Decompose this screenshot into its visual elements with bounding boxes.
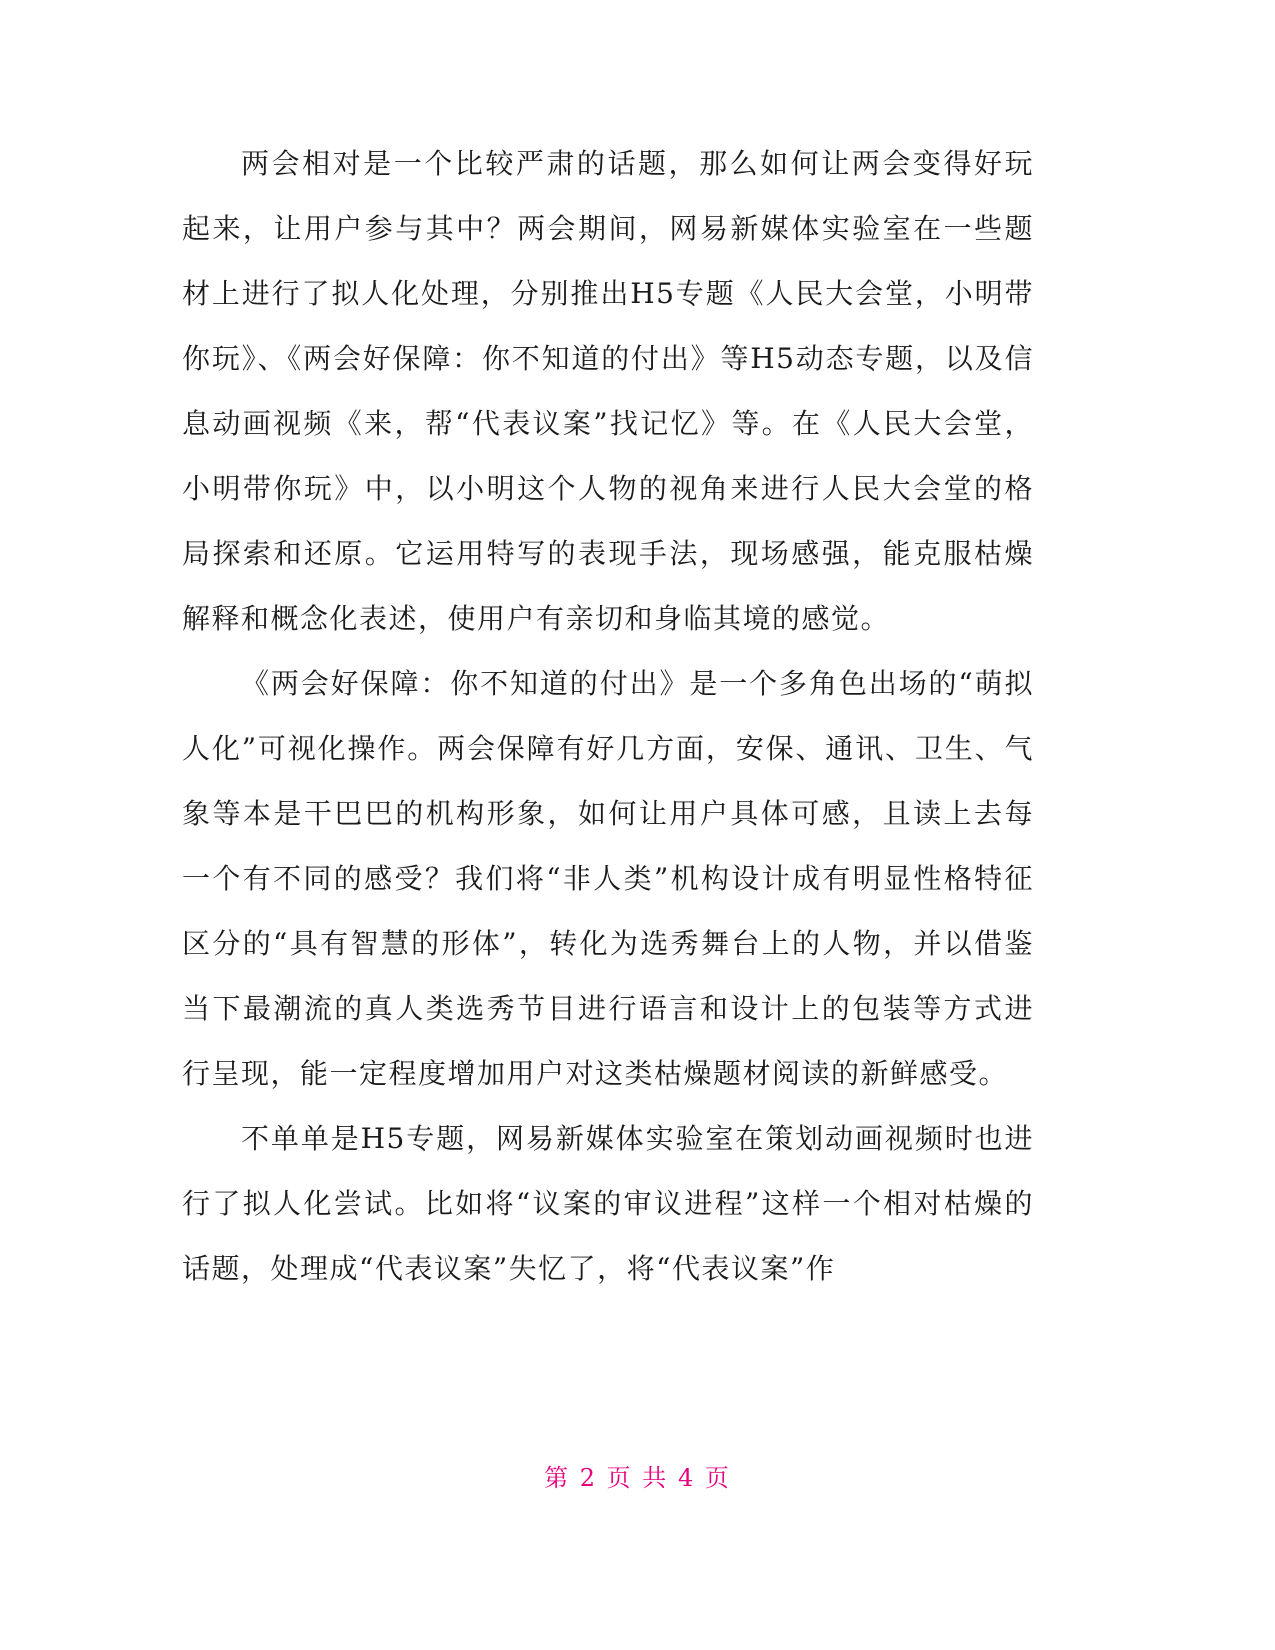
paragraph-1: 两会相对是一个比较严肃的话题，那么如何让两会变得好玩起来，让用户参与其中？两会期间，网易新媒体实验室在一些题材上进行了拟人化处理，分别推出H5专题《人民大会堂，小明带你玩》、《两会好保障：你不知道的付出》等H5动态专题，以及信息动画视频《来，帮“代表议案”找记忆》等。在《人民大会堂，小明带你玩》中，以小明这个人物的视角来进行人民大会堂的格局探索和还原。它运用特写的表现手法，现场感强，能克服枯燥解释和概念化表述，使用户有亲切和身临其境的感觉。 xyxy=(182,147,1034,635)
paragraph-2: 《两会好保障：你不知道的付出》是一个多角色出场的“萌拟人化”可视化操作。两会保障有好几方面，安保、通讯、卫生、气象等本是干巴巴的机构形象，如何让用户具体可感，且读上去每一个有不同的感受？我们将“非人类”机构设计成有明显性格特征区分的“具有智慧的形体”，转化为选秀舞台上的人物，并以借鉴当下最潮流的真人类选秀节目进行语言和设计上的包装等方式进行呈现，能一定程度增加用户对这类枯燥题材阅读的新鲜感受。 xyxy=(182,667,1034,1090)
page-footer xyxy=(0,1458,1275,1493)
page-number-label: 第 2 页 共 4 页 xyxy=(544,1464,731,1492)
paragraph-3: 不单单是H5专题，网易新媒体实验室在策划动画视频时也进行了拟人化尝试。比如将“议案的审议进程”这样一个相对枯燥的话题，处理成“代表议案”失忆了，将“代表议案”作 xyxy=(182,1122,1034,1285)
document-body xyxy=(182,131,1034,1301)
